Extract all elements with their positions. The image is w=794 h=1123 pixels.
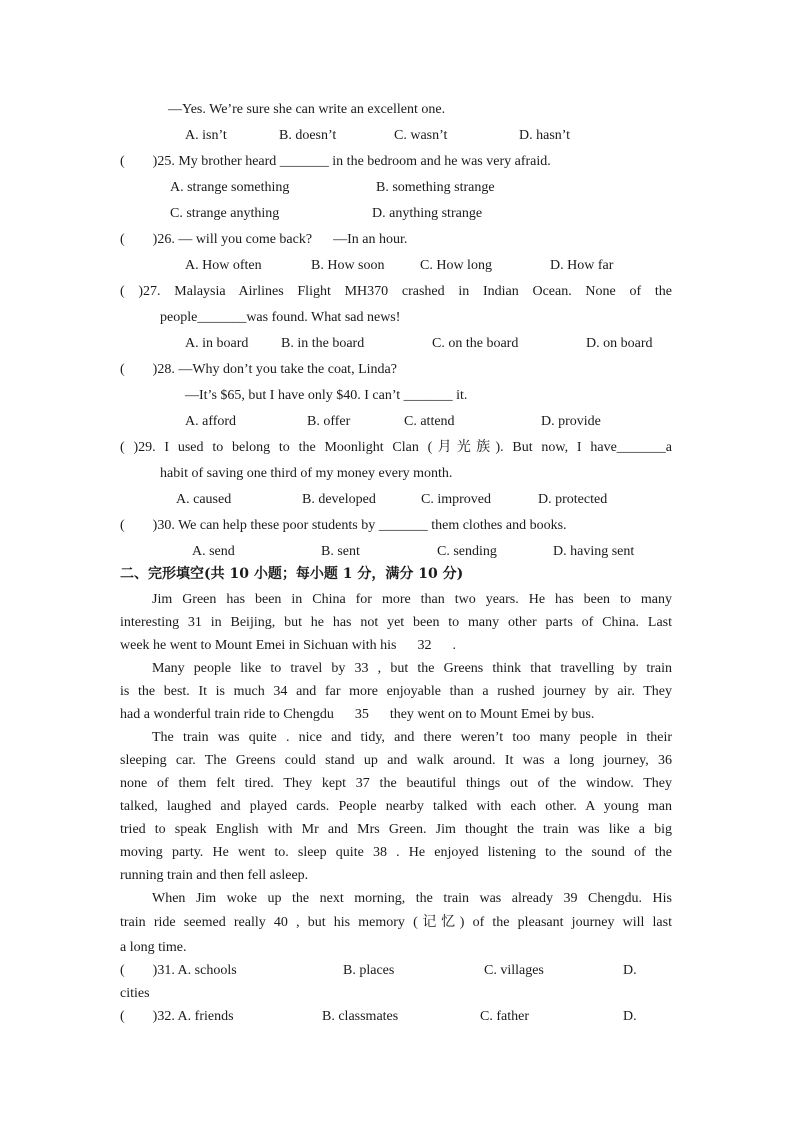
q29-option-b: B. developed	[302, 492, 376, 507]
q28-stem: ( )28. —Why don’t you take the coat, Linda?	[120, 362, 397, 377]
passage-p4-line1: When Jim woke up the next morning, the train was already 39 Chengdu. His	[152, 891, 672, 906]
passage-p4-line3: a long time.	[120, 940, 187, 955]
q26-option-d: D. How far	[550, 258, 614, 273]
q24-answer-line: —Yes. We’re sure she can write an excellent one.	[168, 102, 446, 117]
q26-option-b: B. How soon	[311, 258, 385, 273]
q29-option-d: D. protected	[538, 492, 608, 507]
q30-option-c: C. sending	[437, 544, 497, 559]
passage-p3-line7: running train and then fell asleep.	[120, 868, 309, 883]
q27-stem: ( )27. Malaysia Airlines Flight MH370 crashed in Indian Ocean. None of the	[120, 284, 672, 299]
q28-option-d: D. provide	[541, 414, 601, 429]
q31-stem-option-a: ( )31. A. schools	[120, 963, 237, 978]
passage-p1-line3: week he went to Mount Emei in Sichuan with his 32 .	[120, 638, 456, 653]
passage-p2-line2: is the best. It is much 34 and far more enjoyable than a rushed journey by air. They	[120, 684, 672, 699]
q29-option-c: C. improved	[421, 492, 491, 507]
passage-p3-line5: tried to speak English with Mr and Mrs Green. Jim thought the train was like a big	[120, 822, 672, 837]
q25-option-c: C. strange anything	[170, 206, 280, 221]
q29-stem: ( )29. I used to belong to the Moonlight Clan (月光族). But now, I have_______a	[120, 440, 672, 455]
passage-p2-line3: had a wonderful train ride to Chengdu 35 they went on to Mount Emei by bus.	[120, 707, 595, 722]
q30-option-a: A. send	[192, 544, 235, 559]
passage-p1-line1: Jim Green has been in China for more than two years. He has been to many	[152, 592, 672, 607]
q30-option-d: D. having sent	[553, 544, 635, 559]
q28-option-c: C. attend	[404, 414, 455, 429]
passage-p3-line4: talked, laughed and played cards. People nearby talked with each other. A young man	[120, 799, 672, 814]
q26-option-a: A. How often	[185, 258, 262, 273]
section-title: 二、完形填空(共 10 小题；每小题 1 分，满分 10 分)	[120, 566, 464, 582]
q31-option-b: B. places	[343, 963, 395, 978]
q24-option-c: C. wasn’t	[394, 128, 448, 143]
passage-p2-line1: Many people like to travel by 33 , but the Greens think that travelling by train	[152, 661, 672, 676]
passage-p3-line3: none of them felt tired. They kept 37 the beautiful things out of the window. They	[120, 776, 672, 791]
q29-option-a: A. caused	[176, 492, 232, 507]
q24-option-b: B. doesn’t	[279, 128, 337, 143]
q28-option-a: A. afford	[185, 414, 237, 429]
q28-stem-continued: —It’s $65, but I have only $40. I can’t _______ it.	[185, 388, 468, 403]
q31-option-d: D.	[623, 963, 637, 978]
q32-option-c: C. father	[480, 1009, 529, 1024]
q26-stem: ( )26. — will you come back? —In an hour.	[120, 232, 408, 247]
q24-option-d: D. hasn’t	[519, 128, 571, 143]
passage-p1-line2: interesting 31 in Beijing, but he has not yet been to many other parts of China. Last	[120, 615, 672, 630]
q30-stem: ( )30. We can help these poor students by _______ them clothes and books.	[120, 518, 567, 533]
q32-option-d: D.	[623, 1009, 637, 1024]
q28-option-b: B. offer	[307, 414, 351, 429]
q29-stem-continued: habit of saving one third of my money every month.	[160, 466, 453, 481]
q25-option-b: B. something strange	[376, 180, 495, 195]
q25-option-d: D. anything strange	[372, 206, 483, 221]
q26-option-c: C. How long	[420, 258, 492, 273]
passage-p3-line2: sleeping car. The Greens could stand up and walk around. It was a long journey, 36	[120, 753, 672, 768]
q27-option-a: A. in board	[185, 336, 249, 351]
passage-p3-line1: The train was quite . nice and tidy, and there weren’t too many people in their	[152, 730, 672, 745]
q31-option-d-continued: cities	[120, 986, 150, 1001]
q27-option-c: C. on the board	[432, 336, 519, 351]
q30-option-b: B. sent	[321, 544, 360, 559]
q32-option-b: B. classmates	[322, 1009, 399, 1024]
q24-option-a: A. isn’t	[185, 128, 227, 143]
q25-option-a: A. strange something	[170, 180, 290, 195]
passage-p4-line2: train ride seemed really 40 , but his memory (记忆) of the pleasant journey will last	[120, 915, 672, 930]
q27-option-b: B. in the board	[281, 336, 365, 351]
q27-stem-continued: people_______was found. What sad news!	[160, 310, 401, 325]
q27-option-d: D. on board	[586, 336, 653, 351]
passage-p3-line6: moving party. He went to. sleep quite 38 . He enjoyed listening to the sound of the	[120, 845, 672, 860]
q25-stem: ( )25. My brother heard _______ in the bedroom and he was very afraid.	[120, 154, 551, 169]
q31-option-c: C. villages	[484, 963, 544, 978]
q32-stem-option-a: ( )32. A. friends	[120, 1009, 234, 1024]
